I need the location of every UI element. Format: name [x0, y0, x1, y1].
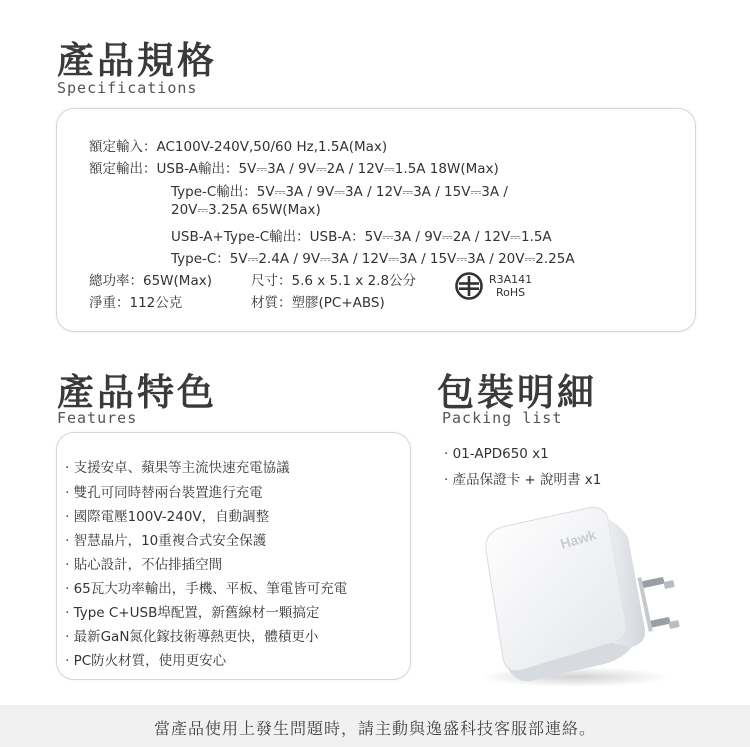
spec-input: 額定輸入：AC100V-240V,50/60 Hz,1.5A(Max) — [89, 139, 388, 155]
spec-dual-output: USB-A+Type-C輸出：USB-A：5V⎓3A / 9V⎓2A / 12V⎓1.5A — [171, 229, 552, 245]
spec-weight: 淨重：112公克 — [89, 295, 183, 311]
specs-subtitle: Specifications — [57, 79, 198, 97]
footer-notice: 當產品使用上發生問題時，請主動與逸盛科技客服部連絡。 — [153, 719, 596, 738]
spec-material: 材質：塑膠(PC+ABS) — [251, 295, 385, 311]
charger-brand-logo: Hawk — [558, 526, 598, 552]
packing-title: 包裝明細 — [437, 371, 597, 414]
feature-item: · 支援安卓、蘋果等主流快速充電協議 — [65, 460, 290, 476]
bsmi-cert-icon — [454, 271, 484, 301]
footer-bar — [0, 705, 750, 747]
spec-total-power: 總功率：65W(Max) — [89, 273, 212, 289]
feature-item: · 智慧晶片，10重複合式安全保護 — [65, 533, 267, 549]
spec-typec-max: 20V⎓3.25A 65W(Max) — [171, 202, 321, 218]
specs-title: 產品規格 — [57, 39, 217, 82]
feature-item: · 65瓦大功率輸出，手機、平板、筆電皆可充電 — [65, 581, 348, 597]
packing-subtitle: Packing list — [442, 409, 563, 427]
features-title: 產品特色 — [57, 371, 217, 414]
feature-item: · 國際電壓100V-240V，自動調整 — [65, 509, 270, 525]
spec-output: 額定輸出：USB-A輸出：5V⎓3A / 9V⎓2A / 12V⎓1.5A 18W(Max) — [89, 161, 499, 177]
specs-box — [56, 108, 696, 332]
feature-item: · 貼心設計，不佔排插空間 — [65, 557, 223, 573]
spec-typec-output: Type-C輸出：5V⎓3A / 9V⎓3A / 12V⎓3A / 15V⎓3A / — [171, 184, 508, 200]
features-subtitle: Features — [57, 409, 138, 427]
cert-code: R3A141 — [489, 273, 533, 286]
feature-item: · Type C+USB埠配置，新舊線材一顆搞定 — [65, 605, 320, 621]
feature-item: · 最新GaN氮化鎵技術導熱更快，體積更小 — [65, 629, 319, 645]
spec-dual-typec: Type-C：5V⎓2.4A / 9V⎓3A / 12V⎓3A / 15V⎓3A / 20V⎓2.25A — [171, 251, 575, 267]
feature-item: · 雙孔可同時替兩台裝置進行充電 — [65, 485, 263, 501]
packing-item: · 01-APD650 x1 — [444, 446, 549, 462]
packing-item: · 產品保證卡 + 說明書 x1 — [444, 472, 602, 488]
spec-size: 尺寸：5.6 x 5.1 x 2.8公分 — [251, 273, 417, 289]
charger-product-image — [470, 505, 700, 690]
feature-item: · PC防火材質，使用更安心 — [65, 653, 227, 669]
rohs-label: RoHS — [496, 286, 526, 299]
